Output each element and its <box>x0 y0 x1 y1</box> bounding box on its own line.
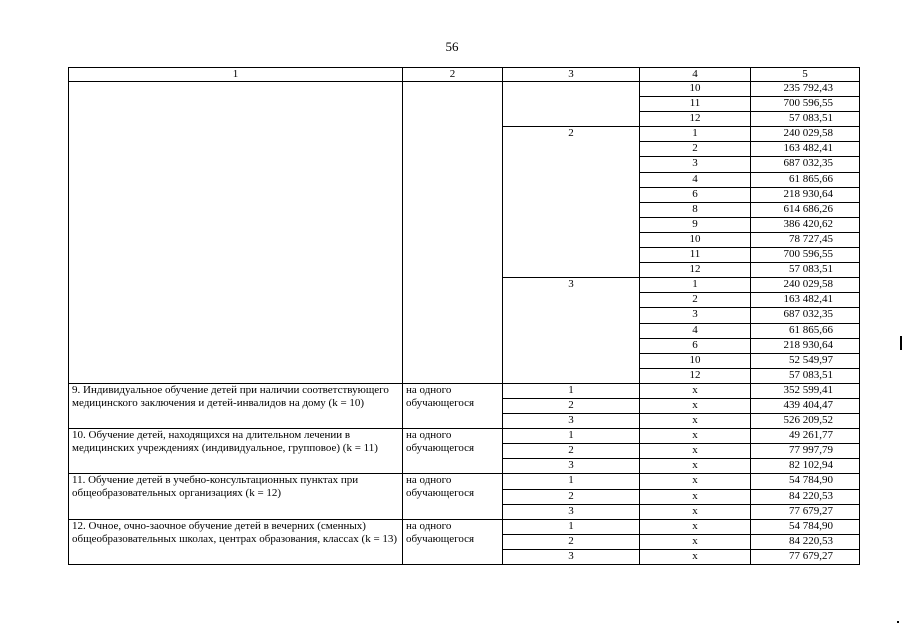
amount-cell: 218 930,64 <box>751 187 860 202</box>
level-cell: 2 <box>503 534 640 549</box>
code-cell: 9 <box>640 217 751 232</box>
level-cell: 3 <box>503 459 640 474</box>
amount-cell: 57 083,51 <box>751 263 860 278</box>
column-header-4: 4 <box>640 68 751 82</box>
level-cell <box>503 82 640 127</box>
section-unit: на одного обучающегося <box>403 474 503 519</box>
column-header-5: 5 <box>751 68 860 82</box>
continued-description-cell <box>69 82 403 384</box>
amount-cell: 77 997,79 <box>751 444 860 459</box>
amount-cell: 54 784,90 <box>751 519 860 534</box>
amount-cell: 61 865,66 <box>751 323 860 338</box>
amount-cell: 218 930,64 <box>751 338 860 353</box>
amount-cell: 700 596,55 <box>751 97 860 112</box>
code-cell: х <box>640 398 751 413</box>
code-cell: х <box>640 534 751 549</box>
code-cell: х <box>640 459 751 474</box>
level-cell: 3 <box>503 414 640 429</box>
level-cell: 2 <box>503 444 640 459</box>
code-cell: 10 <box>640 232 751 247</box>
table-row <box>69 474 860 489</box>
code-cell: 10 <box>640 353 751 368</box>
level-cell: 2 <box>503 489 640 504</box>
scan-dot <box>897 621 899 623</box>
section-description: 9. Индивидуальное обучение детей при наличии соответствующего медицинского заключения и детей-инвалидов на дому (k = 10) <box>69 383 403 428</box>
code-cell: х <box>640 519 751 534</box>
code-cell: х <box>640 474 751 489</box>
amount-cell: 54 784,90 <box>751 474 860 489</box>
page-number: 56 <box>445 39 459 54</box>
amount-cell: 57 083,51 <box>751 112 860 127</box>
code-cell: 1 <box>640 127 751 142</box>
code-cell: 11 <box>640 248 751 263</box>
amount-cell: 78 727,45 <box>751 232 860 247</box>
level-cell: 2 <box>503 127 640 278</box>
level-cell: 3 <box>503 504 640 519</box>
code-cell: х <box>640 489 751 504</box>
scan-mark <box>900 336 902 350</box>
code-cell: 8 <box>640 202 751 217</box>
level-cell: 1 <box>503 519 640 534</box>
table-row <box>69 519 860 534</box>
cost-table <box>68 67 860 565</box>
continued-unit-cell <box>403 82 503 384</box>
column-header-3: 3 <box>503 68 640 82</box>
table-row <box>69 429 860 444</box>
amount-cell: 240 029,58 <box>751 127 860 142</box>
amount-cell: 163 482,41 <box>751 293 860 308</box>
table-row <box>69 82 860 97</box>
amount-cell: 77 679,27 <box>751 504 860 519</box>
section-description: 10. Обучение детей, находящихся на длительном лечении в медицинских учреждениях (индивидуальное, групповое) (k = 11) <box>69 429 403 474</box>
amount-cell: 52 549,97 <box>751 353 860 368</box>
amount-cell: 57 083,51 <box>751 368 860 383</box>
amount-cell: 84 220,53 <box>751 489 860 504</box>
section-unit: на одного обучающегося <box>403 429 503 474</box>
level-cell: 3 <box>503 278 640 384</box>
amount-cell: 439 404,47 <box>751 398 860 413</box>
code-cell: 6 <box>640 338 751 353</box>
amount-cell: 235 792,43 <box>751 82 860 97</box>
code-cell: 3 <box>640 308 751 323</box>
code-cell: 10 <box>640 82 751 97</box>
amount-cell: 352 599,41 <box>751 383 860 398</box>
amount-cell: 84 220,53 <box>751 534 860 549</box>
section-unit: на одного обучающегося <box>403 519 503 564</box>
code-cell: 12 <box>640 368 751 383</box>
level-cell: 1 <box>503 474 640 489</box>
code-cell: 4 <box>640 323 751 338</box>
amount-cell: 614 686,26 <box>751 202 860 217</box>
column-header-2: 2 <box>403 68 503 82</box>
section-unit: на одного обучающегося <box>403 383 503 428</box>
amount-cell: 82 102,94 <box>751 459 860 474</box>
level-cell: 2 <box>503 398 640 413</box>
header-row <box>69 68 860 82</box>
code-cell: 11 <box>640 97 751 112</box>
amount-cell: 526 209,52 <box>751 414 860 429</box>
code-cell: х <box>640 429 751 444</box>
amount-cell: 163 482,41 <box>751 142 860 157</box>
level-cell: 1 <box>503 383 640 398</box>
amount-cell: 687 032,35 <box>751 308 860 323</box>
amount-cell: 240 029,58 <box>751 278 860 293</box>
code-cell: 3 <box>640 157 751 172</box>
table-row <box>69 383 860 398</box>
code-cell: х <box>640 383 751 398</box>
level-cell: 3 <box>503 549 640 564</box>
code-cell: 12 <box>640 263 751 278</box>
column-header-1: 1 <box>69 68 403 82</box>
code-cell: х <box>640 549 751 564</box>
code-cell: х <box>640 504 751 519</box>
amount-cell: 700 596,55 <box>751 248 860 263</box>
amount-cell: 77 679,27 <box>751 549 860 564</box>
code-cell: 2 <box>640 142 751 157</box>
code-cell: 1 <box>640 278 751 293</box>
section-description: 11. Обучение детей в учебно-консультационных пунктах при общеобразовательных организациях (k = 12) <box>69 474 403 519</box>
code-cell: 12 <box>640 112 751 127</box>
amount-cell: 386 420,62 <box>751 217 860 232</box>
amount-cell: 687 032,35 <box>751 157 860 172</box>
level-cell: 1 <box>503 429 640 444</box>
code-cell: х <box>640 414 751 429</box>
section-description: 12. Очное, очно-заочное обучение детей в вечерних (сменных) общеобразовательных школах, центрах образования, классах (k = 13) <box>69 519 403 564</box>
code-cell: 4 <box>640 172 751 187</box>
code-cell: 6 <box>640 187 751 202</box>
amount-cell: 61 865,66 <box>751 172 860 187</box>
code-cell: х <box>640 444 751 459</box>
amount-cell: 49 261,77 <box>751 429 860 444</box>
code-cell: 2 <box>640 293 751 308</box>
